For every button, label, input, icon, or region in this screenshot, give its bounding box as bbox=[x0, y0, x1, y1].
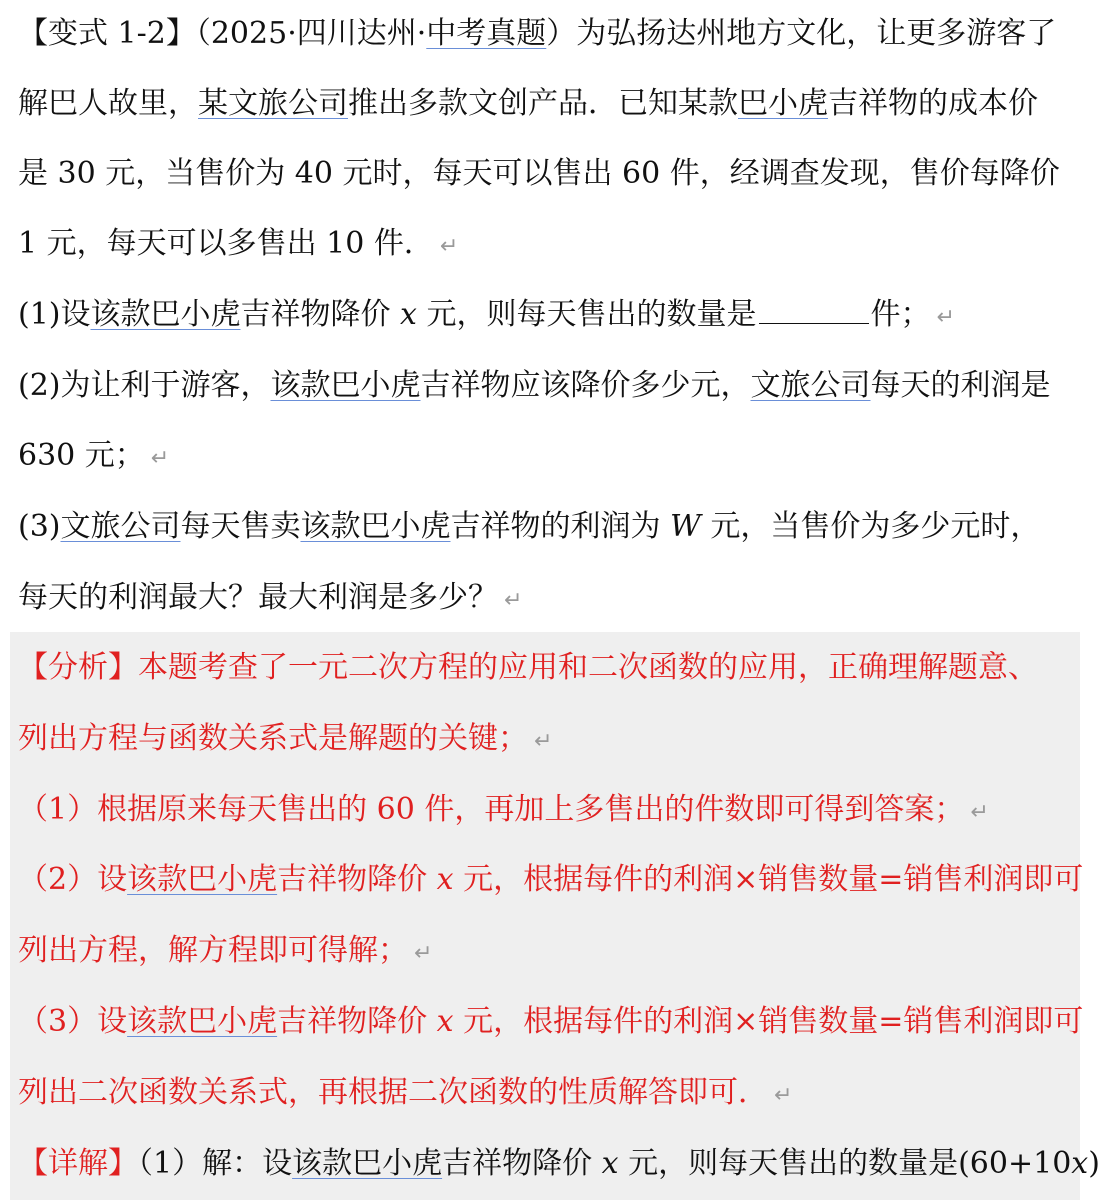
detail-label: 【详解】 bbox=[18, 1146, 138, 1181]
return-mark-icon: ↵ bbox=[150, 446, 170, 471]
underlined-term: 某文旅公司 bbox=[198, 86, 348, 121]
analysis-part-3-line-1: （3）设该款巴小虎吉祥物降价 x 元，根据每件的利润×销售数量=销售利润即可 bbox=[18, 1004, 1084, 1039]
variable-x: x bbox=[601, 1146, 619, 1181]
question-3-line-2: 每天的利润最大？最大利润是多少？ ↵ bbox=[18, 580, 523, 615]
underlined-term: 文旅公司 bbox=[60, 509, 181, 544]
analysis-part-2-line-2: 列出方程，解方程即可得解； ↵ bbox=[18, 933, 433, 968]
problem-line-2: 解巴人故里，某文旅公司推出多款文创产品．已知某款巴小虎吉祥物的成本价 bbox=[18, 86, 1038, 121]
underlined-term: 该款巴小虎 bbox=[90, 297, 241, 332]
analysis-part-3-line-2: 列出二次函数关系式，再根据二次函数的性质解答即可． ↵ bbox=[18, 1075, 793, 1110]
variable-x: x bbox=[436, 862, 454, 897]
question-2-line-2: 630 元； ↵ bbox=[18, 438, 170, 473]
underlined-term: 该款巴小虎 bbox=[270, 368, 421, 403]
return-mark-icon: ↵ bbox=[414, 941, 433, 966]
underlined-term: 巴小虎 bbox=[738, 86, 828, 121]
variable-x: x bbox=[400, 297, 417, 332]
return-mark-icon: ↵ bbox=[504, 588, 523, 613]
question-3-line-1: (3)文旅公司每天售卖该款巴小虎吉祥物的利润为 W 元，当售价为多少元时， bbox=[18, 509, 1041, 544]
underlined-term: 该款巴小虎 bbox=[300, 509, 451, 544]
source-tag: 中考真题 bbox=[426, 16, 547, 51]
return-mark-icon: ↵ bbox=[936, 305, 955, 330]
underlined-term: 该款巴小虎 bbox=[292, 1146, 443, 1181]
analysis-line-2: 列出方程与函数关系式是解题的关键； ↵ bbox=[18, 721, 553, 756]
analysis-part-2-line-1: （2）设该款巴小虎吉祥物降价 x 元，根据每件的利润×销售数量=销售利润即可 bbox=[18, 862, 1084, 897]
variable-w: W bbox=[670, 509, 701, 544]
underlined-term: 该款巴小虎 bbox=[127, 862, 278, 897]
question-2-line-1: (2)为让利于游客，该款巴小虎吉祥物应该降价多少元，文旅公司每天的利润是 bbox=[18, 368, 1051, 403]
return-mark-icon: ↵ bbox=[534, 729, 553, 754]
return-mark-icon: ↵ bbox=[970, 800, 989, 825]
problem-line-1: 【变式 1-2】（2025·四川达州·中考真题）为弘扬达州地方文化，让更多游客了 bbox=[18, 16, 1057, 51]
problem-label: 【变式 1-2】（2025·四川达州· bbox=[18, 16, 427, 51]
detail-line-1: 【详解】（1）解：设该款巴小虎吉祥物降价 x 元，则每天售出的数量是(60+10x) bbox=[18, 1146, 1100, 1181]
underlined-term: 文旅公司 bbox=[750, 368, 871, 403]
variable-x: x bbox=[1071, 1146, 1089, 1181]
variable-x: x bbox=[436, 1004, 454, 1039]
underlined-term: 该款巴小虎 bbox=[127, 1004, 278, 1039]
analysis-part-1: （1）根据原来每天售出的 60 件，再加上多售出的件数即可得到答案； ↵ bbox=[18, 792, 989, 827]
question-1: (1)设该款巴小虎吉祥物降价 x 元，则每天售出的数量是 件； ↵ bbox=[18, 293, 955, 337]
return-mark-icon: ↵ bbox=[439, 234, 459, 259]
analysis-line-1: 【分析】本题考查了一元二次方程的应用和二次函数的应用，正确理解题意、 bbox=[18, 650, 1038, 685]
problem-line-4: 1 元，每天可以多售出 10 件． ↵ bbox=[18, 226, 459, 261]
problem-line-3: 是 30 元，当售价为 40 元时，每天可以售出 60 件，经调查发现，售价每降价 bbox=[18, 156, 1060, 191]
return-mark-icon: ↵ bbox=[774, 1083, 793, 1108]
answer-blank bbox=[759, 293, 869, 324]
